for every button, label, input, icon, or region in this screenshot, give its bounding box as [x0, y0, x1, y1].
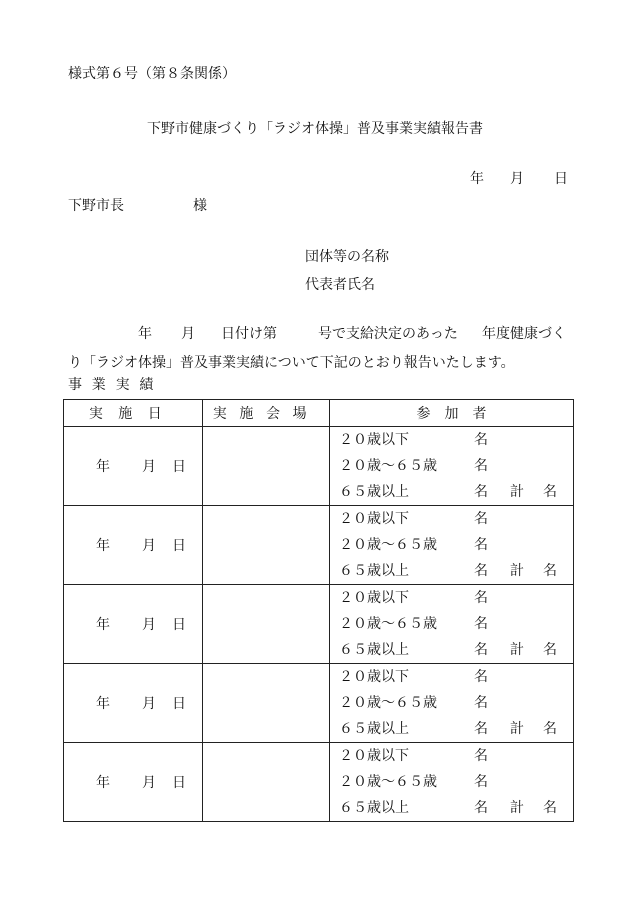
age-group-label: ２０歳以下 — [339, 669, 409, 685]
age-group-label: ２０歳～６５歳 — [339, 774, 437, 790]
report-date — [470, 172, 568, 186]
row-year: 年 — [96, 538, 110, 554]
table-row — [64, 743, 574, 822]
count-unit: 名 — [474, 458, 488, 474]
total-label: 計 — [510, 721, 524, 737]
count-unit: 名 — [474, 721, 488, 737]
participants-cell[interactable] — [330, 664, 574, 743]
row-month: 月 — [142, 696, 156, 712]
addressee-name: 下野市長 — [68, 198, 124, 214]
body-year: 年 — [138, 326, 152, 342]
body-fiscal-year: 年度健康づく — [482, 326, 566, 342]
implementation-date-cell[interactable] — [64, 585, 203, 664]
count-unit: 名 — [474, 537, 488, 553]
implementation-date-cell[interactable] — [64, 664, 203, 743]
participant-line — [330, 690, 573, 716]
row-year: 年 — [96, 617, 110, 633]
count-unit: 名 — [474, 669, 488, 685]
age-group-label: ２０歳～６５歳 — [339, 458, 437, 474]
document-title: 下野市健康づくり「ラジオ体操」普及事業実績報告書 — [147, 121, 483, 137]
venue-cell[interactable] — [203, 743, 330, 822]
age-group-label: ６５歳以上 — [339, 563, 409, 579]
row-day: 日 — [172, 775, 186, 791]
body-line-2: り「ラジオ体操」普及事業実績について下記のとおり報告いたします。 — [68, 355, 515, 371]
age-group-label: ２０歳～６５歳 — [339, 695, 437, 711]
implementation-date-cell[interactable] — [64, 506, 203, 585]
participants-cell[interactable] — [330, 506, 574, 585]
venue-cell[interactable] — [203, 427, 330, 506]
age-group-label: ６５歳以上 — [339, 484, 409, 500]
table-row — [64, 585, 574, 664]
row-day: 日 — [172, 696, 186, 712]
participant-line — [330, 637, 573, 663]
results-table-body — [64, 427, 574, 822]
count-unit: 名 — [474, 484, 488, 500]
participant-line — [330, 453, 573, 479]
total-unit: 名 — [543, 642, 557, 658]
addressee-honorific: 様 — [193, 198, 207, 214]
age-group-label: ２０歳以下 — [339, 511, 409, 527]
count-unit: 名 — [474, 695, 488, 711]
implementation-date-cell[interactable] — [64, 743, 203, 822]
total-label: 計 — [510, 642, 524, 658]
row-month: 月 — [142, 538, 156, 554]
participant-line — [330, 664, 573, 690]
total-label: 計 — [510, 800, 524, 816]
participant-line — [330, 795, 573, 821]
total-label: 計 — [510, 484, 524, 500]
row-year: 年 — [96, 775, 110, 791]
row-day: 日 — [172, 538, 186, 554]
count-unit: 名 — [474, 642, 488, 658]
total-unit: 名 — [543, 563, 557, 579]
row-month: 月 — [142, 617, 156, 633]
date-day: 日 — [554, 171, 568, 187]
age-group-label: ６５歳以上 — [339, 800, 409, 816]
total-label: 計 — [510, 563, 524, 579]
addressee — [68, 199, 207, 213]
participants-cell[interactable] — [330, 427, 574, 506]
count-unit: 名 — [474, 432, 488, 448]
row-month: 月 — [142, 775, 156, 791]
participant-line — [330, 611, 573, 637]
row-day: 日 — [172, 459, 186, 475]
participant-line — [330, 506, 573, 532]
count-unit: 名 — [474, 590, 488, 606]
date-year: 年 — [470, 171, 484, 187]
participants-cell[interactable] — [330, 585, 574, 664]
header-venue: 実施会場 — [203, 400, 330, 427]
body-date-ref: 日付け第 — [221, 326, 277, 342]
participant-line — [330, 479, 573, 505]
form-number: 様式第６号（第８条関係） — [68, 66, 236, 82]
org-name-label: 団体等の名称 — [305, 249, 389, 265]
row-day: 日 — [172, 617, 186, 633]
participant-line — [330, 558, 573, 584]
venue-cell[interactable] — [203, 664, 330, 743]
age-group-label: ２０歳～６５歳 — [339, 537, 437, 553]
count-unit: 名 — [474, 511, 488, 527]
representative-label: 代表者氏名 — [305, 277, 375, 293]
age-group-label: ２０歳～６５歳 — [339, 616, 437, 632]
header-participants: 参 加 者 — [330, 400, 574, 427]
age-group-label: ２０歳以下 — [339, 748, 409, 764]
venue-cell[interactable] — [203, 506, 330, 585]
table-row — [64, 427, 574, 506]
participants-cell[interactable] — [330, 743, 574, 822]
row-year: 年 — [96, 459, 110, 475]
venue-cell[interactable] — [203, 585, 330, 664]
participant-line — [330, 716, 573, 742]
count-unit: 名 — [474, 563, 488, 579]
participant-line — [330, 585, 573, 611]
count-unit: 名 — [474, 616, 488, 632]
implementation-date-cell[interactable] — [64, 427, 203, 506]
count-unit: 名 — [474, 800, 488, 816]
total-unit: 名 — [543, 721, 557, 737]
age-group-label: ２０歳以下 — [339, 432, 409, 448]
age-group-label: ２０歳以下 — [339, 590, 409, 606]
participant-line — [330, 769, 573, 795]
results-table — [63, 399, 574, 822]
total-unit: 名 — [543, 484, 557, 500]
age-group-label: ６５歳以上 — [339, 721, 409, 737]
table-row — [64, 506, 574, 585]
row-year: 年 — [96, 696, 110, 712]
participant-line — [330, 532, 573, 558]
age-group-label: ６５歳以上 — [339, 642, 409, 658]
count-unit: 名 — [474, 774, 488, 790]
table-row — [64, 664, 574, 743]
participant-line — [330, 743, 573, 769]
count-unit: 名 — [474, 748, 488, 764]
header-date: 実施日 — [64, 400, 203, 427]
date-month: 月 — [510, 171, 524, 187]
body-month: 月 — [181, 326, 195, 342]
row-month: 月 — [142, 459, 156, 475]
total-unit: 名 — [543, 800, 557, 816]
participant-line — [330, 427, 573, 453]
section-heading: 事業実績 — [68, 377, 164, 393]
body-decision: 号で支給決定のあった — [318, 326, 458, 342]
